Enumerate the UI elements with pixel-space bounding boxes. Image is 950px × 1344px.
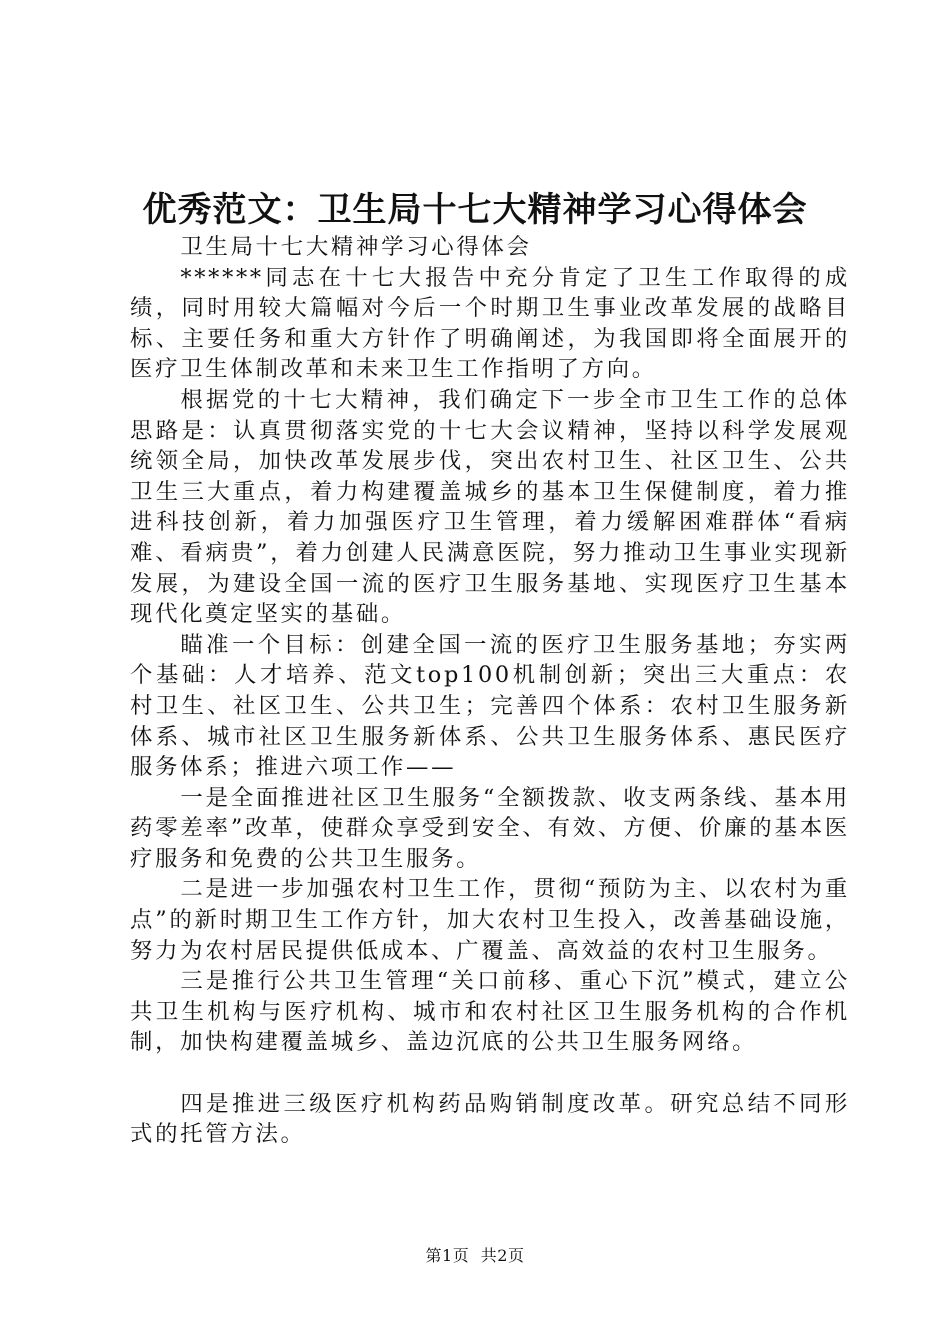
document-body (130, 232, 850, 1150)
page-total: 共2页 (480, 1246, 525, 1265)
paragraph: 根据党的十七大精神，我们确定下一步全市卫生工作的总体思路是：认真贯彻落实党的十七大会议精神，坚持以科学发展观统领全局，加快改革发展步伐，突出农村卫生、社区卫生、公共卫生三大重点，着力构建覆盖城乡的基本卫生保健制度，着力推进科技创新，着力加强医疗卫生管理，着力缓解困难群体“看病难、看病贵”，着力创建人民满意医院，努力推动卫生事业实现新发展，为建设全国一流的医疗卫生服务基地、实现医疗卫生基本现代化奠定坚实的基础。 (130, 386, 850, 628)
paragraph: 瞄准一个目标：创建全国一流的医疗卫生服务基地；夯实两个基础：人才培养、范文top100机制创新；突出三大重点：农村卫生、社区卫生、公共卫生；完善四个体系：农村卫生服务新体系、城市社区卫生服务新体系、公共卫生服务体系、惠民医疗服务体系；推进六项工作—— (130, 631, 850, 781)
page-footer (0, 1243, 950, 1266)
paragraph: 三是推行公共卫生管理“关口前移、重心下沉”模式，建立公共卫生机构与医疗机构、城市和农村社区卫生服务机构的合作机制，加快构建覆盖城乡、盖边沉底的公共卫生服务网络。 (130, 968, 850, 1056)
page-number: 第1页 (425, 1246, 470, 1265)
paragraph: 四是推进三级医疗机构药品购销制度改革。研究总结不同形式的托管方法。 (130, 1090, 850, 1148)
document-title: 优秀范文：卫生局十七大精神学习心得体会 (142, 190, 808, 230)
paragraph: 二是进一步加强农村卫生工作，贯彻“预防为主、以农村为重点”的新时期卫生工作方针，加大农村卫生投入，改善基础设施，努力为农村居民提供低成本、广覆盖、高效益的农村卫生服务。 (130, 876, 850, 964)
document-subtitle: 卫生局十七大精神学习心得体会 (180, 234, 532, 260)
paragraph: 一是全面推进社区卫生服务“全额拨款、收支两条线、基本用药零差率”改革，使群众享受到安全、有效、方便、价廉的基本医疗服务和免费的公共卫生服务。 (130, 784, 850, 872)
paragraph: ******同志在十七大报告中充分肯定了卫生工作取得的成绩，同时用较大篇幅对今后一个时期卫生事业改革发展的战略目标、主要任务和重大方针作了明确阐述，为我国即将全面展开的医疗卫生体制改革和未来卫生工作指明了方向。 (130, 264, 850, 383)
